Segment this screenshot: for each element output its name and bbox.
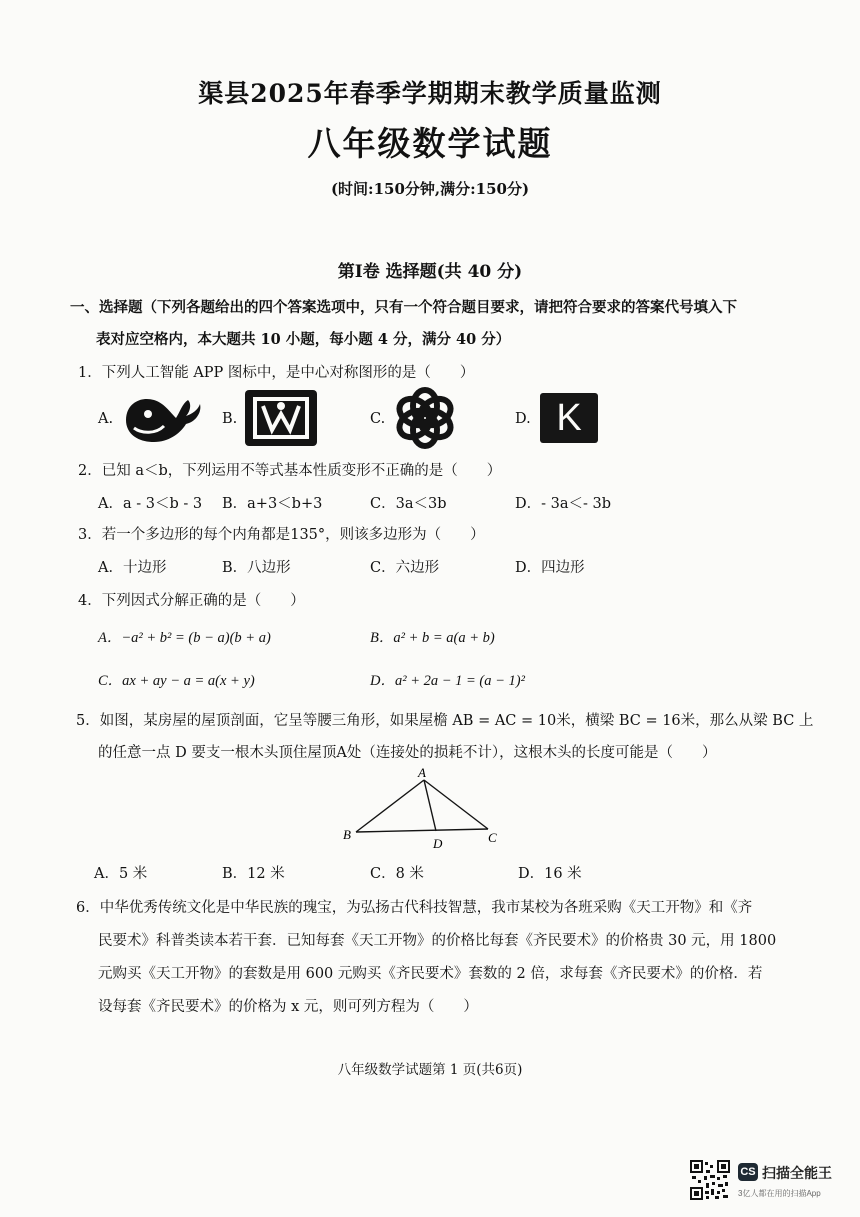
question-4-option-a: A．−a² + b² = (b − a)(b + a): [98, 630, 271, 646]
question-4-option-c: C．ax + ay − a = a(x + y): [98, 673, 255, 689]
question-1-stem: 1．下列人工智能 APP 图标中，是中心对称图形的是（ ）: [78, 365, 475, 381]
question-4-stem: 4．下列因式分解正确的是（ ）: [78, 593, 305, 609]
w-frame-logo-icon: [245, 390, 317, 446]
question-5-stem-line1: 5．如图，某房屋的屋顶剖面，它呈等腰三角形，如果屋檐 AB = AC = 10米，横梁 BC = 16米，那么从梁 BC 上: [76, 713, 814, 729]
page-footer: 八年级数学试题第 1 页(共6页): [337, 1062, 523, 1078]
question-2-option-a: A．a - 3＜b - 3: [98, 496, 203, 512]
question-5-stem-line2: 的任意一点 D 要支一根木头顶住屋顶A处（连接处的损耗不计），这根木头的长度可能是（ ）: [98, 745, 717, 761]
vertex-b-label: B: [343, 827, 351, 842]
segment-ab: [356, 780, 424, 832]
question-2-stem: 2．已知 a＜b，下列运用不等式基本性质变形不正确的是（ ）: [78, 463, 502, 479]
question-6-stem-line2: 民要术》科普类读本若干套．已知每套《天工开物》的价格比每套《齐民要术》的价格贵 30 元，用 1800: [98, 933, 777, 949]
scanner-app-tagline: 3亿人都在用的扫描App: [738, 1189, 821, 1198]
exam-title-line2: 八年级数学试题: [307, 124, 553, 163]
question-3-option-c: C．六边形: [370, 560, 440, 576]
vertex-a-label: A: [418, 765, 426, 780]
question-4-option-b: B．a² + b = a(a + b): [370, 630, 495, 646]
question-1-option-b-label: B.: [222, 411, 238, 427]
question-3-option-b: B．八边形: [222, 560, 291, 576]
question-2-option-d: D．- 3a＜- 3b: [515, 496, 612, 512]
roof-triangle-figure: [338, 764, 518, 854]
question-1-option-d-label: D.: [515, 411, 531, 427]
part1-heading: 第Ⅰ卷 选择题(共 40 分): [337, 262, 523, 282]
question-6-stem-line1: 6．中华优秀传统文化是中华民族的瑰宝，为弘扬古代科技智慧，我市某校为各班采购《天工开物》和《齐: [76, 900, 753, 916]
scanner-app-badge: CS: [738, 1163, 758, 1181]
part1-instruction-line2: 表对应空格内，本大题共 10 小题，每小题 4 分，满分 40 分）: [96, 331, 511, 348]
exam-title-line1: 渠县2025年春季学期期末教学质量监测: [198, 79, 662, 108]
question-5-option-b: B．12 米: [222, 866, 285, 882]
segment-bc: [356, 829, 488, 832]
question-1-option-a-label: A.: [98, 411, 114, 427]
question-6-stem-line4: 设每套《齐民要术》的价格为 x 元，则可列方程为（ ）: [98, 999, 478, 1015]
part1-instruction-line1: 一、选择题（下列各题给出的四个答案选项中，只有一个符合题目要求，请把符合要求的答案代号填入下: [70, 299, 737, 316]
question-3-option-a: A．十边形: [98, 560, 167, 576]
qr-code-icon: [690, 1160, 730, 1200]
question-6-stem-line3: 元购买《天工开物》的套数是用 600 元购买《齐民要术》套数的 2 倍，求每套《齐民要术》的价格．若: [98, 966, 763, 982]
question-3-option-d: D．四边形: [515, 560, 585, 576]
question-3-stem: 3．若一个多边形的每个内角都是135°，则该多边形为（ ）: [78, 527, 485, 543]
vertex-c-label: C: [488, 830, 497, 845]
point-d-label: D: [433, 836, 443, 851]
exam-time-score: (时间:150分钟,满分:150分): [330, 180, 530, 198]
whale-logo-icon: [120, 390, 202, 446]
question-2-option-c: C．3a＜3b: [370, 496, 447, 512]
question-5-option-c: C．8 米: [370, 866, 424, 882]
question-1-option-c-label: C.: [370, 411, 386, 427]
k-logo-icon: K: [540, 393, 598, 443]
knot-logo-icon: [393, 386, 457, 450]
question-5-option-a: A．5 米: [94, 866, 148, 882]
question-5-option-d: D．16 米: [518, 866, 582, 882]
question-2-option-b: B．a+3＜b+3: [222, 496, 323, 512]
question-4-option-d: D．a² + 2a − 1 = (a − 1)²: [370, 673, 525, 689]
scanner-app-name: 扫描全能王: [762, 1165, 832, 1181]
